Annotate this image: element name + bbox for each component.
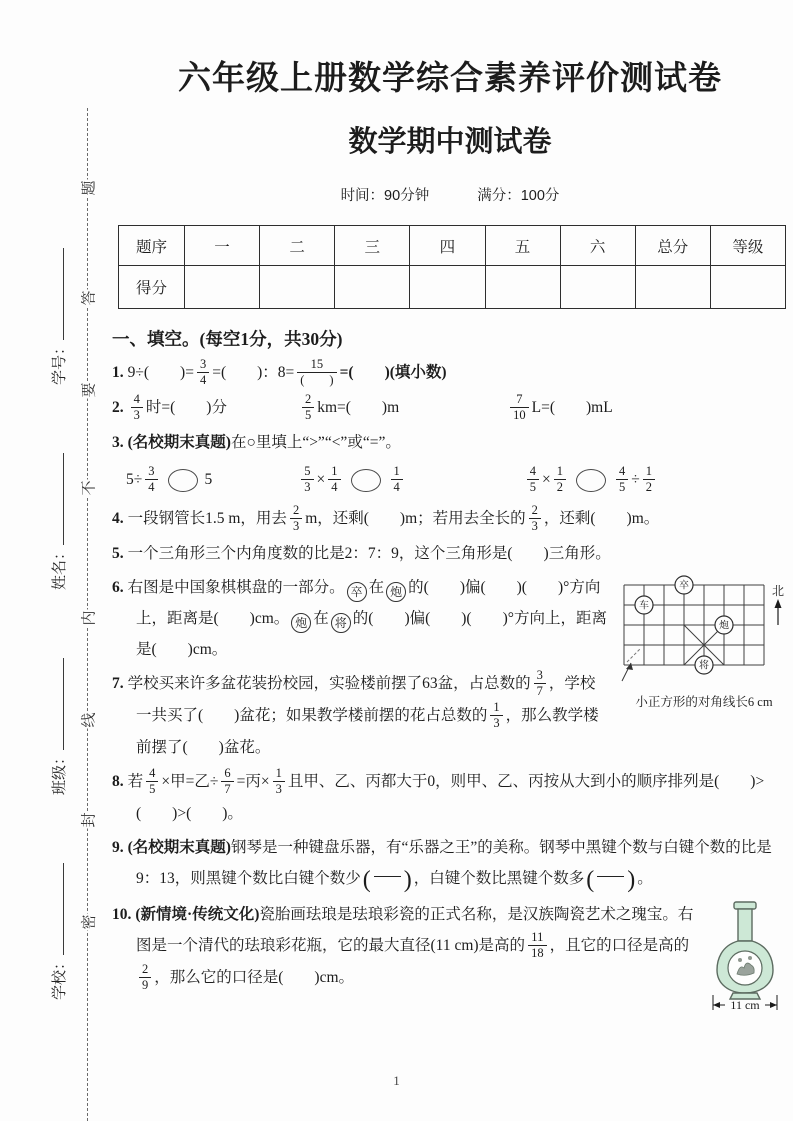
fraction: $\frac{2}{5}$ [302, 392, 314, 423]
seal-char: 线 [75, 711, 102, 728]
score-header-cell: 一 [185, 226, 260, 266]
chessboard-image [620, 573, 788, 685]
seal-char: 不 [75, 479, 102, 496]
question-text: 。 [637, 869, 653, 887]
fraction: $\frac{1}{4}$ [328, 464, 340, 495]
chessboard-caption: 小正方形的对角线长6 cm [635, 694, 773, 709]
svg-text:卒: 卒 [679, 580, 689, 592]
question-4 [112, 503, 788, 535]
question-text: 一个三角形三个内角度数的比是2：7：9，这个三角形是( )三角形。 [127, 544, 611, 562]
question-text: 在 [313, 609, 329, 627]
section-1-heading: 一、填空。(每空1分，共30分) [112, 329, 343, 349]
page-number: 1 [393, 1073, 400, 1088]
question-2 [112, 392, 788, 424]
question-4-number: 4. [112, 509, 124, 527]
fraction: $\frac{2}{3}$ [529, 503, 541, 534]
chess-piece-general [695, 656, 713, 674]
circled-chess-piece-char: 卒 [347, 582, 367, 602]
question-8 [112, 766, 788, 829]
school-label: 学校： [51, 954, 68, 1000]
fraction: $\frac{4}{5}$ [616, 464, 628, 495]
question-text: ，那么它的口径是( )cm。 [154, 968, 355, 986]
seal-char: 题 [75, 179, 102, 196]
question-text: ，学校一共买了( )盆花；如果教学楼前摆的花占总数的 [136, 674, 596, 724]
question-text: 右图是中国象棋棋盘的一部分。 [127, 578, 345, 596]
question-text: 学校买来许多盆花装扮校园，实验楼前摆了63盆，占总数的 [127, 674, 531, 692]
chess-piece-cannon [715, 616, 733, 634]
score-table-score-row [119, 266, 786, 309]
question-8-number: 8. [112, 772, 124, 790]
chess-piece-soldier [675, 576, 693, 594]
score-header-cell: 六 [560, 226, 635, 266]
score-row-label: 得分 [119, 266, 185, 309]
question-text: 且甲、乙、丙都大于0，则甲、乙、丙按从大到小的顺序排列是( )>( )>( )。 [136, 772, 765, 822]
fraction: $\frac{2}{3}$ [290, 503, 302, 534]
score-input-cell[interactable] [485, 266, 560, 309]
question-7-number: 7. [112, 674, 124, 692]
question-text: =丙× [236, 772, 270, 790]
question-5-number: 5. [112, 544, 124, 562]
fraction: $\frac{1}{2}$ [643, 464, 655, 495]
fraction: $\frac{3}{7}$ [534, 668, 546, 699]
question-3-comparisons [112, 460, 788, 500]
vase-neck [738, 909, 752, 941]
chess-piece-chariot [635, 596, 653, 614]
svg-text:炮: 炮 [719, 620, 729, 632]
question-text: 在 [368, 578, 385, 596]
fraction: $\frac{7}{10}$ [510, 392, 529, 423]
question-text-bold: (新情境·传统文化) [135, 905, 260, 923]
seal-char: 要 [75, 381, 102, 398]
north-indicator [772, 584, 784, 625]
svg-text:将: 将 [699, 660, 709, 672]
question-text: 时=( )分 [145, 398, 227, 416]
question-text: ，还剩( )m。 [543, 509, 660, 527]
vase-image [707, 900, 787, 1014]
score-header-cell: 等级 [710, 226, 785, 266]
fraction: $\frac{1}{2}$ [554, 464, 566, 495]
score-input-cell[interactable] [710, 266, 785, 309]
question-text: ×甲=乙÷ [161, 772, 219, 790]
seal-char: 答 [75, 289, 102, 306]
time-limit: 时间：90分钟 [340, 188, 430, 204]
name-blank-line[interactable] [51, 453, 64, 545]
score-input-cell[interactable] [560, 266, 635, 309]
fraction: $\frac{1}{3}$ [273, 766, 285, 797]
question-text: 一段钢管长1.5 m，用去 [127, 509, 287, 527]
fraction: $\frac{11}{18}$ [528, 930, 547, 961]
question-text: ，那么教学楼前摆了( )盆花。 [136, 706, 599, 756]
fraction: $\frac{3}{4}$ [145, 464, 157, 495]
paper-title: 六年级上册数学综合素养评价测试卷 [178, 59, 722, 96]
score-input-cell[interactable] [635, 266, 710, 309]
score-header-cell: 总分 [635, 226, 710, 266]
score-input-cell[interactable] [410, 266, 485, 309]
score-header-cell: 二 [260, 226, 335, 266]
school-field[interactable] [48, 863, 69, 1000]
chessboard-figure [620, 573, 788, 710]
fill-in-blank-questions [112, 357, 788, 1021]
score-input-cell[interactable] [185, 266, 260, 309]
question-10-number: 10. [112, 905, 132, 923]
question-text: 5÷ [126, 470, 143, 488]
question-3 [112, 427, 788, 458]
class-field[interactable] [48, 658, 69, 795]
question-text-bold: (名校期末真题) [127, 838, 231, 856]
question-text: 9÷( )= [127, 364, 194, 381]
question-1-number: 1. [112, 364, 124, 381]
question-text: m，还剩( )m；若用去全长的 [305, 509, 526, 527]
fraction: $\frac{1}{4}$ [391, 464, 403, 495]
question-5 [112, 538, 788, 569]
score-header-cell: 五 [485, 226, 560, 266]
diameter-label: 11 cm [730, 997, 760, 1012]
question-text: 瓷胎画珐琅是珐琅彩瓷的正式名称，是汉族陶瓷艺术之瑰宝。右图是一个清代的珐琅彩花瓶，它的最大直径(11 cm)是高的 [136, 905, 694, 954]
fraction: $\frac{5}{3}$ [301, 464, 313, 495]
fraction: $\frac{6}{7}$ [221, 766, 233, 797]
question-text: km=( )m [317, 398, 400, 416]
vase-figure [706, 900, 788, 1019]
main-content [112, 0, 788, 1021]
fraction: $\frac{4}{3}$ [131, 392, 143, 423]
class-blank-line[interactable] [51, 658, 64, 750]
question-9-number: 9. [112, 838, 124, 856]
circled-chess-piece-char: 炮 [386, 582, 406, 602]
score-header-cell: 四 [410, 226, 485, 266]
svg-text:北: 北 [771, 583, 785, 598]
name-field[interactable] [48, 453, 69, 590]
name-label: 姓名： [51, 544, 68, 590]
seal-char: 内 [75, 609, 102, 626]
fraction-answer-blank[interactable]: ( ) [362, 866, 412, 893]
question-text: 钢琴是一种键盘乐器，有“乐器之王”的美称。钢琴中黑键个数与白键个数的比是9：13，则黑键个数比白键个数少 [136, 838, 772, 887]
question-text: ，白键个数比黑键个数多 [413, 869, 585, 887]
compare-circle-blank[interactable] [351, 469, 381, 492]
student-info-strip [42, 8, 74, 1000]
question-text: =( )：8= [212, 364, 295, 381]
question-text-bold: (名校期末真题) [127, 433, 231, 451]
question-9 [112, 832, 788, 896]
student-id-label: 学号： [51, 339, 68, 385]
fraction: $\frac{4}{5}$ [527, 464, 539, 495]
circled-chess-piece-char: 将 [331, 613, 351, 633]
question-text: ，且它的口径是高的 [549, 936, 690, 954]
question-text: × [316, 470, 326, 488]
score-table-header-row [119, 226, 786, 266]
seal-char: 密 [75, 913, 102, 930]
question-text: L=( )mL [531, 398, 613, 416]
fraction-answer-blank[interactable]: ( ) [586, 866, 636, 893]
student-id-field[interactable] [48, 248, 69, 385]
score-table [118, 225, 786, 309]
seal-char: 封 [75, 811, 102, 828]
question-text: ÷ [631, 470, 640, 488]
question-text-bold: =( ) [339, 364, 390, 381]
question-6-number: 6. [112, 578, 124, 596]
fraction: $\frac{15}{( )}$ [297, 357, 336, 388]
school-blank-line[interactable] [51, 863, 64, 955]
score-header-cell: 三 [335, 226, 410, 266]
fraction: $\frac{4}{5}$ [146, 766, 158, 797]
score-input-cell[interactable] [260, 266, 335, 309]
question-text: 在○里填上“>”“<”或“=”。 [230, 433, 401, 451]
compare-circle-blank[interactable] [168, 469, 198, 492]
question-1 [112, 357, 788, 389]
question-text: 的( )偏( )( )°方向上，距离是( )cm。 [136, 578, 601, 627]
compare-circle-blank[interactable] [576, 469, 606, 492]
fraction: $\frac{2}{9}$ [139, 962, 151, 993]
diagonal-pointer-arrow [626, 663, 633, 670]
question-text: × [542, 470, 551, 488]
question-text: 的( )偏( )( )°方向上，距离是( )cm。 [136, 609, 607, 658]
svg-text:车: 车 [639, 600, 649, 612]
question-10 [112, 899, 788, 994]
class-label: 班级： [51, 749, 68, 795]
fraction: $\frac{3}{4}$ [197, 357, 209, 388]
vase-rim [734, 902, 756, 909]
circled-chess-piece-char: 炮 [291, 613, 311, 633]
question-text: 若 [127, 772, 144, 790]
student-id-blank-line[interactable] [51, 248, 64, 340]
score-input-cell[interactable] [335, 266, 410, 309]
question-text-bold: (填小数) [389, 364, 447, 381]
question-2-number: 2. [112, 398, 124, 416]
full-score: 满分：100分 [477, 188, 560, 204]
score-header-cell: 题序 [119, 226, 185, 266]
paper-meta [112, 184, 788, 205]
fraction: $\frac{1}{3}$ [490, 700, 502, 731]
question-3-number: 3. [112, 433, 124, 451]
paper-subtitle: 数学期中测试卷 [348, 126, 552, 158]
question-text: 5 [204, 470, 213, 488]
